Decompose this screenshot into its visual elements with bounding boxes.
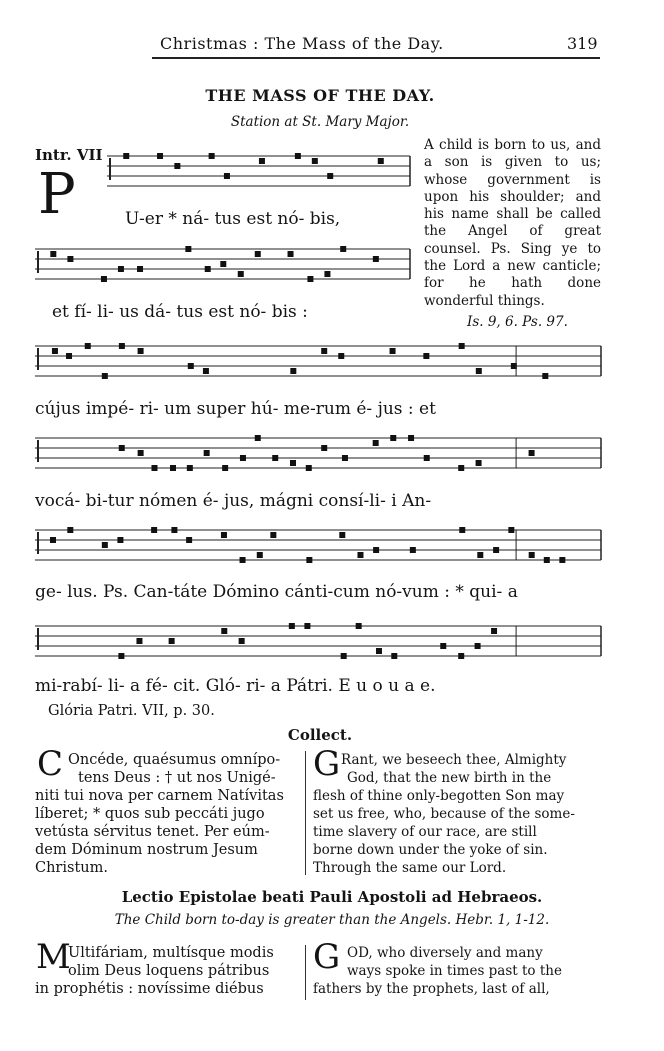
collect-english-line-6: borne down under the yoke of sin.: [313, 842, 548, 858]
neume: [259, 158, 265, 164]
page-number: 319: [567, 34, 598, 53]
neume: [373, 440, 379, 446]
neume: [290, 460, 296, 466]
neume: [477, 552, 483, 558]
neume: [559, 557, 565, 563]
collect-english-line-1: Rant, we beseech thee, Almighty: [341, 752, 567, 768]
lesson-column-divider: [305, 945, 306, 1000]
neume: [137, 266, 143, 272]
neume: [542, 373, 548, 379]
neume: [222, 465, 228, 471]
neume: [170, 465, 176, 471]
collect-latin-line-4: líberet; * quos sub peccáti jugo: [35, 806, 265, 822]
neume: [255, 251, 261, 257]
introit-line-5: ge- lus. Ps. Can-táte Dómino cánti-cum nó-vum : * qui- a: [35, 582, 518, 602]
neume: [356, 623, 362, 629]
collect-latin-line-3: niti tui nova per carnem Natívitas: [35, 788, 284, 804]
lesson-english-initial: G: [313, 937, 341, 977]
lesson-subtitle: The Child born to-day is greater than the Angels. Hebr. 1, 1-12.: [114, 912, 550, 928]
neume: [270, 532, 276, 538]
neume: [340, 246, 346, 252]
introit-line-3: cújus impé- ri- um super hú- me-rum é- jus : et: [35, 399, 436, 419]
neume: [338, 353, 344, 359]
neume: [288, 251, 294, 257]
neume: [312, 158, 318, 164]
neume: [85, 343, 91, 349]
neume: [66, 353, 72, 359]
lesson-english-line-3: fathers by the prophets, last of all,: [313, 981, 550, 997]
neume: [272, 455, 278, 461]
collect-column-divider: [305, 751, 306, 875]
neume: [102, 373, 108, 379]
station-note: Station at St. Mary Major.: [230, 114, 410, 130]
lesson-latin-line-1: Ultifáriam, multísque modis: [68, 945, 274, 961]
neume: [304, 623, 310, 629]
collect-english-initial: G: [313, 744, 341, 784]
neume: [138, 348, 144, 354]
introit-line-1: U-er * ná- tus est nó- bis,: [125, 209, 341, 229]
lesson-latin-line-3: in prophétis : novíssime diébus: [35, 981, 264, 997]
introit-reference: Is. 9, 6. Ps. 97.: [467, 314, 568, 330]
neume: [204, 450, 210, 456]
neume: [257, 552, 263, 558]
neume: [169, 638, 175, 644]
lesson-latin-line-2: olim Deus loquens pátribus: [68, 963, 270, 979]
neume: [342, 455, 348, 461]
neume: [341, 653, 347, 659]
introit-line-4: vocá- bi-tur nómen é- jus, mágni consí-li- i An-: [35, 491, 432, 511]
collect-latin-line-6: dem Dóminum nostrum Jesum: [35, 842, 258, 858]
introit-line-2: et fí- li- us dá- tus est nó- bis :: [52, 302, 308, 322]
neume: [220, 261, 226, 267]
neume: [459, 527, 465, 533]
neume: [240, 557, 246, 563]
introit-initial: P: [38, 162, 76, 227]
gloria-note: Glória Patri. VII, p. 30.: [48, 703, 215, 719]
neume: [493, 547, 499, 553]
neume: [376, 648, 382, 654]
neume: [52, 348, 58, 354]
neume: [205, 266, 211, 272]
neume: [459, 343, 465, 349]
collect-latin-line-2: tens Deus : † ut nos Unigé-: [78, 770, 276, 786]
lesson-english-line-2: ways spoke in times past to the: [347, 963, 562, 979]
neume: [290, 368, 296, 374]
neume: [123, 153, 129, 159]
introit-line-6: mi-rabí- li- a fé- cit. Gló- ri- a Pátri. E u o u a e.: [35, 676, 436, 696]
neume: [295, 153, 301, 159]
introit-label: Intr. VII: [35, 146, 103, 164]
neume: [321, 348, 327, 354]
neume: [529, 552, 535, 558]
neume: [475, 643, 481, 649]
neume: [306, 465, 312, 471]
neume: [119, 445, 125, 451]
neume: [423, 353, 429, 359]
collect-english-line-5: time slavery of our race, are still: [313, 824, 537, 840]
neume: [221, 628, 227, 634]
neume: [458, 465, 464, 471]
lesson-english-line-1: OD, who diversely and many: [347, 945, 543, 961]
neume: [508, 527, 514, 533]
neume: [188, 363, 194, 369]
neume: [391, 653, 397, 659]
neume: [157, 153, 163, 159]
neume: [186, 537, 192, 543]
neume: [119, 343, 125, 349]
neume: [373, 547, 379, 553]
lesson-latin-initial: M: [36, 937, 71, 977]
neume: [102, 542, 108, 548]
neume: [50, 537, 56, 543]
neume: [238, 271, 244, 277]
neume: [138, 450, 144, 456]
neume: [410, 547, 416, 553]
collect-english-line-2: God, that the new birth in the: [347, 770, 552, 786]
neume: [67, 527, 73, 533]
collect-latin-line-5: vetústa sérvitus tenet. Per eúm-: [35, 824, 270, 840]
neume: [306, 557, 312, 563]
neume: [209, 153, 215, 159]
neume: [321, 445, 327, 451]
neume: [255, 435, 261, 441]
collect-english-line-7: Through the same our Lord.: [313, 860, 507, 876]
neume: [373, 256, 379, 262]
neume: [357, 552, 363, 558]
neume: [118, 653, 124, 659]
neume: [203, 368, 209, 374]
neume: [476, 460, 482, 466]
neume: [408, 435, 414, 441]
neume: [136, 638, 142, 644]
neume: [240, 455, 246, 461]
collect-latin-line-7: Christum.: [35, 860, 108, 876]
neume: [185, 246, 191, 252]
running-title: Christmas : The Mass of the Day.: [160, 34, 444, 53]
neume: [50, 251, 56, 257]
introit-translation: A child is born to us, and a son is given to us; whose government is upon his shoulder; and his name shall be called the Angel of great counsel. Ps. Sing ye to the Lord a new canticle; for he hath done wonderful things.: [424, 137, 601, 309]
neume: [239, 638, 245, 644]
neume: [187, 465, 193, 471]
neume: [339, 532, 345, 538]
neume: [327, 173, 333, 179]
collect-english-line-4: set us free, who, because of the some-: [313, 806, 575, 822]
collect-heading: Collect.: [287, 726, 353, 744]
neume: [424, 455, 430, 461]
mass-title: THE MASS OF THE DAY.: [205, 86, 435, 105]
collect-latin-line-1: Oncéde, quaésumus omnípo-: [68, 752, 281, 768]
neume: [458, 653, 464, 659]
neume: [151, 527, 157, 533]
neume: [491, 628, 497, 634]
neume: [378, 158, 384, 164]
neume: [390, 435, 396, 441]
neume: [544, 557, 550, 563]
collect-english-line-3: flesh of thine only-begotten Son may: [313, 788, 565, 804]
lesson-heading: Lectio Epistolae beati Pauli Apostoli ad Hebraeos.: [121, 888, 543, 906]
neume: [101, 276, 107, 282]
neume: [171, 527, 177, 533]
neume: [117, 537, 123, 543]
neume: [440, 643, 446, 649]
neume: [390, 348, 396, 354]
neume: [307, 276, 313, 282]
neume: [67, 256, 73, 262]
neume: [529, 450, 535, 456]
neume: [174, 163, 180, 169]
collect-latin-initial: C: [37, 744, 64, 784]
neume: [289, 623, 295, 629]
neume: [221, 532, 227, 538]
neume: [476, 368, 482, 374]
neume: [118, 266, 124, 272]
neume: [224, 173, 230, 179]
neume: [151, 465, 157, 471]
neume: [324, 271, 330, 277]
